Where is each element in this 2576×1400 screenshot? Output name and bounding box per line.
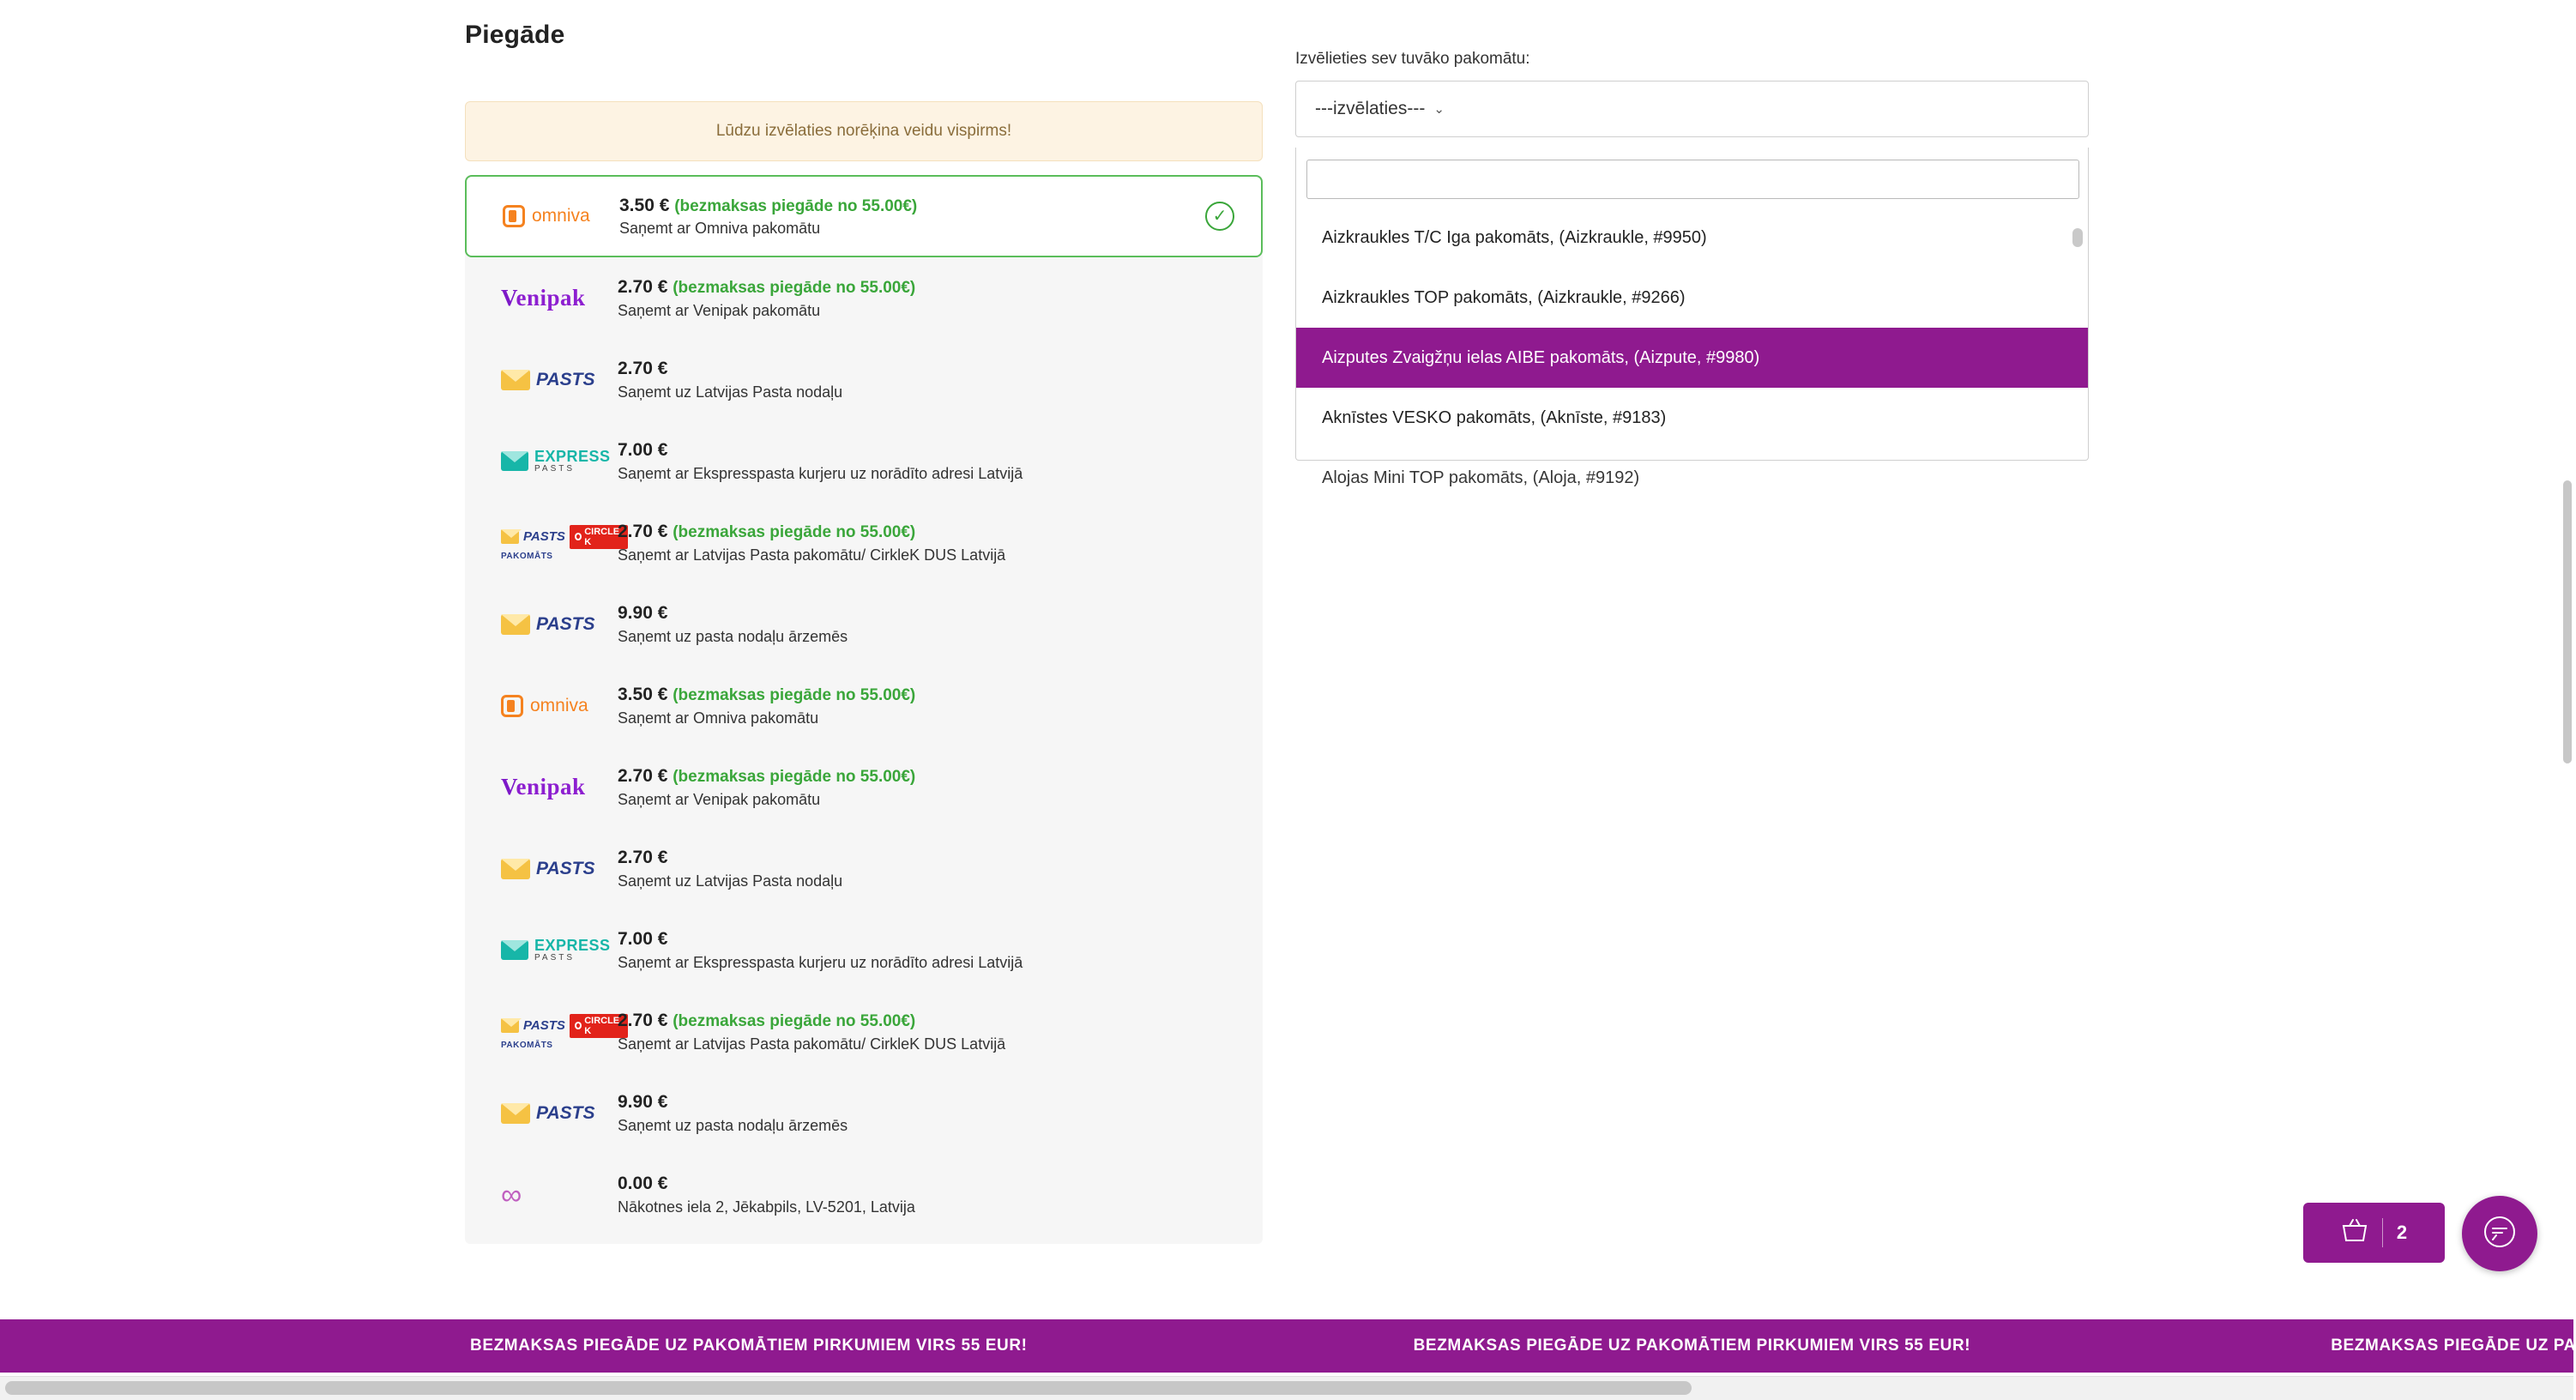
parcel-option-list xyxy=(1296,208,2088,508)
shipping-price: 9.90 € xyxy=(618,603,668,624)
pasts-circlek-logo: PASTS CIRCLE K PAKOMĀTS xyxy=(480,1014,609,1050)
promo-banner-text: BEZMAKSAS PIEGĀDE UZ PA xyxy=(2331,1337,2576,1355)
shipping-option-row[interactable] xyxy=(465,665,1263,746)
shipping-free-note: (bezmaksas piegāde no 55.00€) xyxy=(673,279,916,298)
shipping-option-row[interactable] xyxy=(465,420,1263,502)
shipping-option-row[interactable] xyxy=(465,175,1263,257)
shipping-price: 3.50 € xyxy=(619,195,670,215)
shipping-price: 7.00 € xyxy=(618,929,668,950)
parcel-select-value: ---izvēlaties--- xyxy=(1315,99,1426,118)
shipping-option-row[interactable] xyxy=(465,257,1263,339)
omniva-logo: omniva xyxy=(480,695,609,717)
shipping-price: 2.70 € xyxy=(618,359,668,379)
shipping-price: 2.70 € xyxy=(618,277,668,298)
venipak-logo: Venipak xyxy=(501,774,586,800)
shipping-price: 7.00 € xyxy=(618,440,668,461)
parcel-option[interactable]: Aizkraukles T/C Iga pakomāts, (Aizkraukle, #9950) xyxy=(1322,227,1707,247)
shipping-price: 9.90 € xyxy=(618,1092,668,1113)
selected-check xyxy=(1194,202,1246,231)
page-title: Piegāde xyxy=(465,21,565,49)
shipping-option-row[interactable] xyxy=(465,583,1263,665)
shipping-option-row[interactable] xyxy=(465,828,1263,909)
shipping-desc: Saņemt uz pasta nodaļu ārzemēs xyxy=(618,627,848,645)
payment-notice xyxy=(465,101,1263,161)
dropdown-scrollbar[interactable] xyxy=(2072,228,2083,464)
shipping-price: 0.00 € xyxy=(618,1174,668,1194)
venipak-logo: Venipak xyxy=(501,285,586,311)
page-scrollbar-thumb[interactable] xyxy=(2563,480,2572,763)
latvijas-pasts-logo: PASTS xyxy=(480,1103,609,1124)
pasts-circlek-logo: PASTS CIRCLE K PAKOMĀTS xyxy=(480,525,609,561)
dropdown-scrollbar-thumb[interactable] xyxy=(2072,228,2083,247)
shipping-desc: Saņemt ar Venipak pakomātu xyxy=(618,790,821,808)
shipping-free-note: (bezmaksas piegāde no 55.00€) xyxy=(673,523,916,542)
shipping-desc: Saņemt ar Omniva pakomātu xyxy=(618,709,819,727)
parcel-dropdown xyxy=(1295,148,2089,487)
express-pasts-logo: EXPRESS PASTS xyxy=(480,449,609,474)
parcel-option-highlighted[interactable]: Aizputes Zvaigžņu ielas AIBE pakomāts, (Aizpute, #9980) xyxy=(1296,328,2088,388)
parcel-search-input[interactable] xyxy=(1306,160,2079,199)
shipping-price: 2.70 € xyxy=(618,522,668,542)
parcel-select-label: Izvēlieties sev tuvāko pakomātu: xyxy=(1295,50,1530,68)
chat-button[interactable] xyxy=(2462,1196,2537,1271)
cart-count: 2 xyxy=(2396,1222,2408,1243)
shipping-options-list xyxy=(465,175,1263,1244)
shipping-option-row[interactable] xyxy=(465,991,1263,1072)
shipping-price: 2.70 € xyxy=(618,1011,668,1031)
payment-notice-text: Lūdzu izvēlaties norēķina veidu vispirms! xyxy=(715,122,1012,140)
shipping-section xyxy=(465,0,1271,1244)
shipping-option-row[interactable] xyxy=(465,1154,1263,1235)
shipping-free-note: (bezmaksas piegāde no 55.00€) xyxy=(673,686,916,705)
promo-banner xyxy=(0,1319,2576,1373)
latvijas-pasts-logo: PASTS xyxy=(480,614,609,635)
latvijas-pasts-logo: PASTS xyxy=(480,370,609,390)
parcel-option[interactable]: Alojas Mini TOP pakomāts, (Aloja, #9192) xyxy=(1322,468,1640,487)
cart-button[interactable] xyxy=(2303,1203,2445,1263)
omniva-logo: omniva xyxy=(482,205,611,227)
parcel-option[interactable]: Aizkraukles TOP pakomāts, (Aizkraukle, #9266) xyxy=(1322,287,1686,307)
shipping-option-row[interactable] xyxy=(465,1072,1263,1154)
parcel-select-trigger[interactable] xyxy=(1295,81,2089,137)
shipping-option-row[interactable] xyxy=(465,746,1263,828)
shipping-option-row[interactable] xyxy=(465,909,1263,991)
shipping-price: 2.70 € xyxy=(618,848,668,868)
shipping-price: 3.50 € xyxy=(618,685,668,705)
horizontal-scrollbar-thumb[interactable] xyxy=(5,1381,1692,1395)
check-icon: ✓ xyxy=(1205,202,1234,231)
promo-banner-text: BEZMAKSAS PIEGĀDE UZ PAKOMĀTIEM PIRKUMIEM VIRS 55 EUR! xyxy=(470,1337,1028,1355)
shipping-desc: Saņemt uz Latvijas Pasta nodaļu xyxy=(618,872,843,890)
shipping-desc: Nākotnes iela 2, Jēkabpils, LV-5201, Latvija xyxy=(618,1198,915,1216)
shipping-free-note: (bezmaksas piegāde no 55.00€) xyxy=(673,1012,916,1031)
shipping-desc: Saņemt ar Latvijas Pasta pakomātu/ CirkleK DUS Latvijā xyxy=(618,1035,1006,1053)
chat-bubble-icon xyxy=(2482,1214,2518,1254)
parcel-option[interactable]: Aknīstes VESKO pakomāts, (Aknīste, #9183) xyxy=(1322,407,1667,427)
horizontal-scrollbar[interactable] xyxy=(0,1376,2573,1400)
shipping-desc: Saņemt ar Omniva pakomātu xyxy=(619,220,821,238)
parcel-machine-section xyxy=(1295,0,2102,487)
cart-divider xyxy=(2382,1218,2383,1247)
shipping-desc: Saņemt ar Venipak pakomātu xyxy=(618,301,821,319)
shipping-desc: Saņemt ar Ekspresspasta kurjeru uz norādīto adresi Latvijā xyxy=(618,953,1023,971)
shipping-free-note: (bezmaksas piegāde no 55.00€) xyxy=(674,196,918,215)
shipping-option-row[interactable] xyxy=(465,339,1263,420)
infinity-logo: ∞ xyxy=(501,1178,522,1211)
shipping-option-row[interactable] xyxy=(465,502,1263,583)
latvijas-pasts-logo: PASTS xyxy=(480,859,609,879)
shipping-desc: Saņemt ar Ekspresspasta kurjeru uz norādīto adresi Latvijā xyxy=(618,464,1023,482)
basket-icon xyxy=(2341,1218,2368,1248)
express-pasts-logo: EXPRESS PASTS xyxy=(480,938,609,962)
shipping-desc: Saņemt ar Latvijas Pasta pakomātu/ CirkleK DUS Latvijā xyxy=(618,546,1006,564)
chevron-down-icon: ⌄ xyxy=(1433,102,1445,117)
shipping-price: 2.70 € xyxy=(618,766,668,787)
shipping-desc: Saņemt uz Latvijas Pasta nodaļu xyxy=(618,383,843,401)
shipping-desc: Saņemt uz pasta nodaļu ārzemēs xyxy=(618,1116,848,1134)
shipping-free-note: (bezmaksas piegāde no 55.00€) xyxy=(673,768,916,787)
promo-banner-text: BEZMAKSAS PIEGĀDE UZ PAKOMĀTIEM PIRKUMIEM VIRS 55 EUR! xyxy=(1413,1337,1971,1355)
